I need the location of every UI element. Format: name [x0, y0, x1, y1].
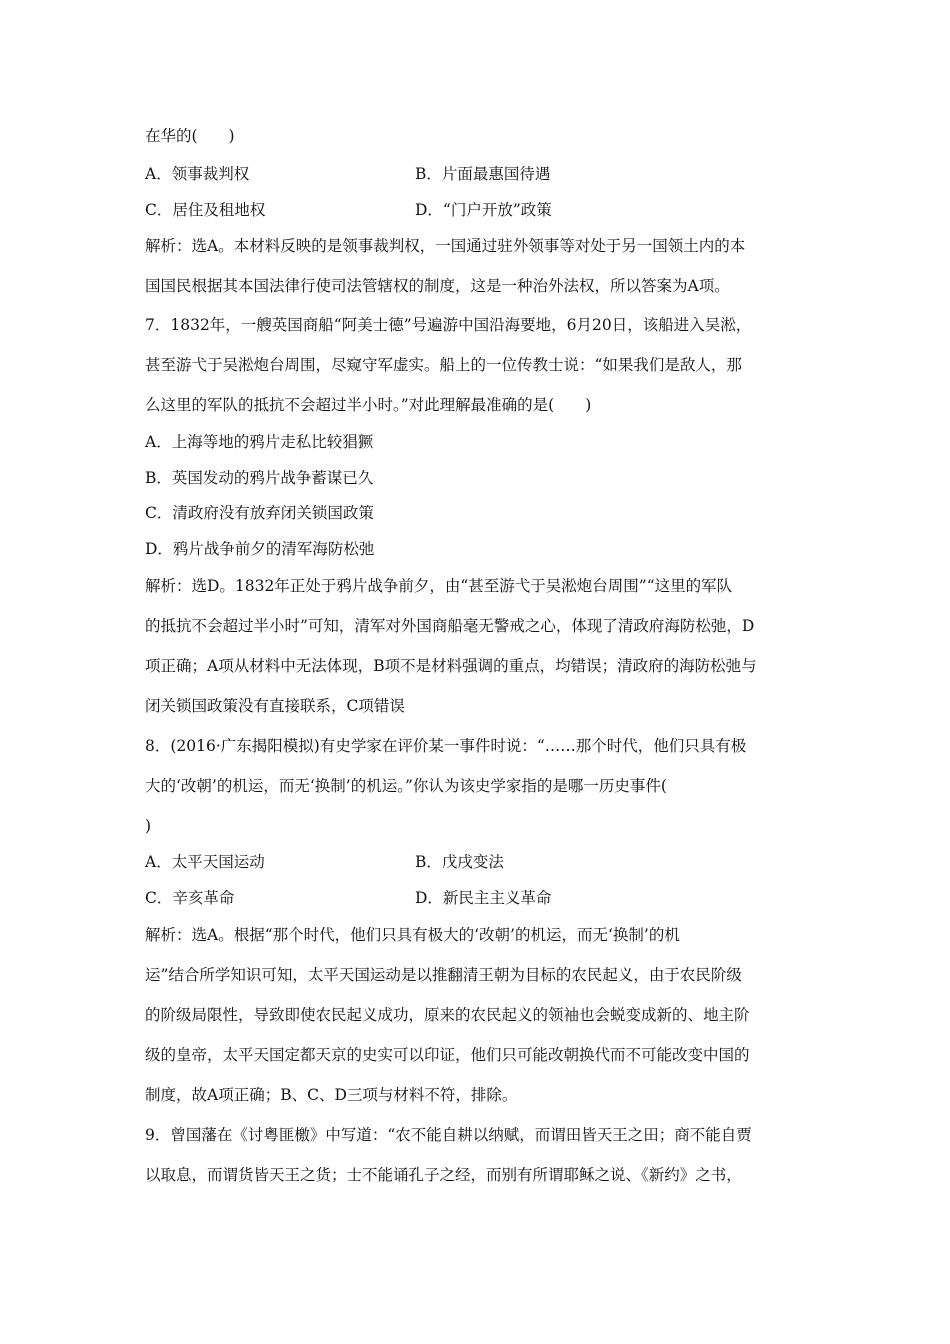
- q8-option-b: B．戊戌变法: [415, 853, 504, 871]
- q7-stem-line: 么这里的军队的抵抗不会超过半小时。”对此理解最准确的是( ): [145, 396, 592, 414]
- q6-option-row: [145, 200, 810, 220]
- q7-stem-line: 7．1832年，一艘英国商船“阿美士德”号遍游中国沿海要地，6月20日，该船进入吴淞，: [145, 316, 752, 334]
- q7-option-b: B．英国发动的鸦片战争蓄谋已久: [145, 469, 374, 487]
- q6-option-row: [145, 164, 810, 184]
- q6-stem-tail: 在华的( ): [145, 127, 235, 145]
- q6-analysis-line: 解析：选A。本材料反映的是领事裁判权，一国通过驻外领事等对处于另一国领土内的本: [145, 237, 746, 255]
- q8-option-d: D．新民主主义革命: [415, 889, 552, 907]
- q8-option-row: [145, 852, 810, 872]
- q8-stem-line: ): [145, 817, 152, 835]
- q8-option-a: A．太平天国运动: [145, 853, 265, 871]
- q7-option-d: D．鸦片战争前夕的清军海防松弛: [145, 540, 375, 558]
- q7-option-c: C．清政府没有放弃闭关锁国政策: [145, 504, 374, 522]
- q6-option-b: B．片面最惠国待遇: [415, 165, 551, 183]
- q7-analysis-line: 的抵抗不会超过半小时”可知，清军对外国商船毫无警戒之心，体现了清政府海防松弛，D: [145, 617, 755, 635]
- q8-option-c: C．辛亥革命: [145, 889, 235, 907]
- q8-stem-line: 大的‘改朝’的机运，而无‘换制’的机运。”你认为该史学家指的是哪一历史事件(: [145, 777, 667, 795]
- q9-stem-line: 以取息，而谓货皆天王之货；士不能诵孔子之经，而别有所谓耶稣之说、《新约》之书，: [145, 1166, 742, 1184]
- q6-option-a: A．领事裁判权: [145, 165, 250, 183]
- q8-option-row: [145, 888, 810, 908]
- q9-stem-line: 9．曾国藩在《讨粤匪檄》中写道：“农不能自耕以纳赋，而谓田皆天王之田；商不能自贾: [145, 1126, 752, 1144]
- q8-analysis-line: 运”结合所学知识可知，太平天国运动是以推翻清王朝为目标的农民起义，由于农民阶级: [145, 966, 742, 984]
- q7-analysis-line: 解析：选D。1832年正处于鸦片战争前夕，由“甚至游弋于吴淞炮台周围”“这里的军队: [145, 577, 733, 595]
- q8-analysis-line: 级的皇帝，太平天国定都天京的史实可以印证，他们只可能改朝换代而不可能改变中国的: [145, 1046, 750, 1064]
- q8-stem-line: 8．(2016·广东揭阳模拟)有史学家在评价某一事件时说：“……那个时代，他们只具有极: [145, 737, 747, 755]
- q7-stem-line: 甚至游弋于吴淞炮台周围，尽窥守军虚实。船上的一位传教士说：“如果我们是敌人，那: [145, 356, 742, 374]
- q7-analysis-line: 闭关锁国政策没有直接联系，C项错误: [145, 697, 405, 715]
- q6-analysis-line: 国国民根据其本国法律行使司法管辖权的制度，这是一种治外法权，所以答案为A项。: [145, 277, 730, 295]
- q8-analysis-line: 解析：选A。根据“那个时代，他们只具有极大的‘改朝’的机运，而无‘换制’的机: [145, 926, 680, 944]
- q7-option-a: A．上海等地的鸦片走私比较猖獗: [145, 433, 374, 451]
- q8-analysis-line: 的阶级局限性，导致即使农民起义成功，原来的农民起义的领袖也会蜕变成新的、地主阶: [145, 1006, 750, 1024]
- q6-option-d: D．“门户开放”政策: [415, 201, 552, 219]
- q8-analysis-line: 制度，故A项正确；B、C、D三项与材料不符，排除。: [145, 1086, 518, 1104]
- q6-option-c: C．居住及租地权: [145, 201, 266, 219]
- q7-analysis-line: 项正确；A项从材料中无法体现，B项不是材料强调的重点，均错误；清政府的海防松弛与: [145, 657, 757, 675]
